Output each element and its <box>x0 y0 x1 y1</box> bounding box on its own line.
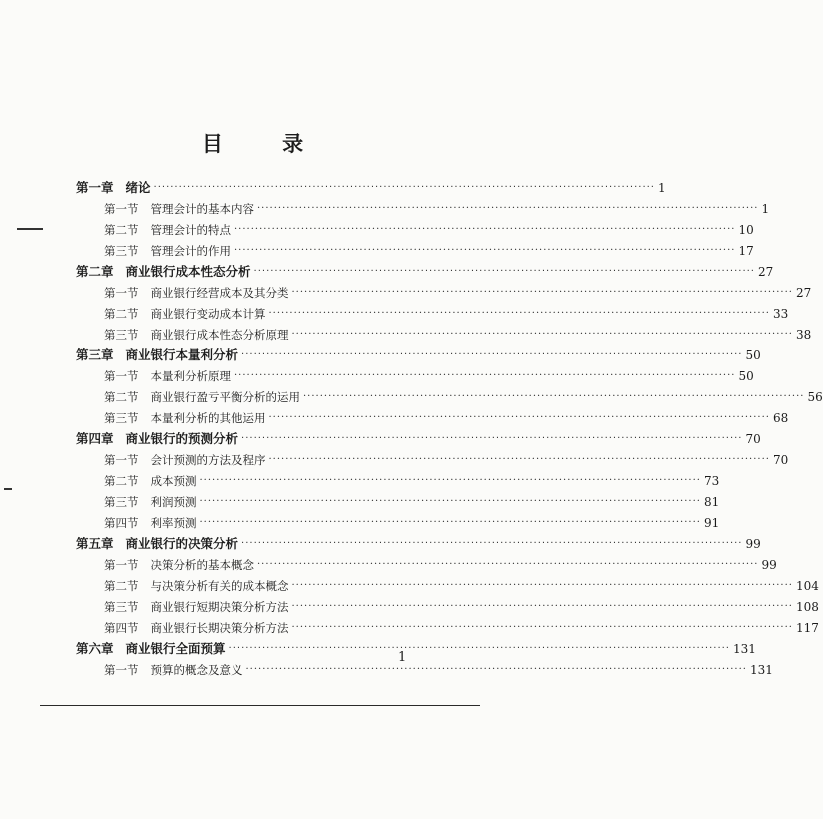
toc-dot-leader: ························································································································ <box>268 454 770 466</box>
toc-entry-title: 商业银行短期决策分析方法 <box>150 599 289 614</box>
toc-section-entry <box>76 300 789 321</box>
toc-dot-leader: ························································································································ <box>291 621 793 633</box>
toc-entry-page: 68 <box>772 411 789 426</box>
toc-entry-page: 50 <box>738 369 754 384</box>
toc-entry-title: 商业银行变动成本计算 <box>150 306 266 321</box>
toc-dot-leader: ························································································································ <box>199 516 701 528</box>
toc-entry-page: 70 <box>772 453 789 468</box>
toc-entry-page: 99 <box>761 557 777 572</box>
toc-entry-number: 第六章 <box>76 640 114 656</box>
toc-entry-number: 第一节 <box>104 369 139 384</box>
toc-entry-title: 商业银行长期决策分析方法 <box>150 620 289 635</box>
toc-chapter-entry <box>76 174 666 195</box>
toc-entry-number: 第一节 <box>104 285 139 300</box>
toc-entry-title: 商业银行成本性态分析原理 <box>150 327 289 342</box>
toc-entry-page: 117 <box>795 620 819 635</box>
toc-entry-number: 第一章 <box>76 179 114 195</box>
toc-entry-title: 商业银行成本性态分析 <box>125 263 251 279</box>
toc-entry-title: 与决策分析有关的成本概念 <box>150 578 289 593</box>
toc-section-entry <box>76 237 754 258</box>
footer-rule <box>40 705 480 706</box>
toc-entry-title: 预算的概念及意义 <box>150 662 243 677</box>
toc-entry-number: 第四节 <box>104 620 139 635</box>
toc-entry-title: 绪论 <box>125 179 151 195</box>
toc-entry-page: 91 <box>703 515 720 530</box>
toc-entry-page: 1 <box>657 180 666 195</box>
toc-entry-page: 17 <box>738 243 754 258</box>
toc-entry-number: 第一节 <box>104 662 139 677</box>
toc-section-entry <box>76 509 720 530</box>
toc-entry-number: 第二节 <box>104 306 139 321</box>
toc-section-entry <box>76 404 789 426</box>
toc-dot-leader: ························································································································ <box>199 475 701 487</box>
toc-entry-number: 第三章 <box>76 347 114 363</box>
toc-entry-title: 本量利分析的其他运用 <box>150 411 266 426</box>
toc-entry-title: 管理会计的基本内容 <box>150 201 254 216</box>
toc-entry-page: 56 <box>807 390 823 405</box>
toc-section-entry <box>76 593 819 614</box>
toc-entry-page: 81 <box>703 495 720 509</box>
toc-dot-leader: ························································································································ <box>241 433 743 445</box>
toc-entry-page: 99 <box>745 536 761 551</box>
toc-dot-leader: ························································································································ <box>241 537 743 549</box>
toc-entry-number: 第三节 <box>104 411 139 426</box>
toc-entry-title: 商业银行本量利分析 <box>125 347 239 363</box>
toc-dot-leader: ························································································································ <box>291 600 793 612</box>
toc-dot-leader: ························································································································ <box>234 223 736 235</box>
toc-entry-page: 50 <box>745 348 761 363</box>
toc-entry-number: 第二章 <box>76 263 114 279</box>
toc-section-entry <box>76 321 812 342</box>
toc-dot-leader: ························································································································ <box>253 265 755 277</box>
toc-entry-title: 决策分析的基本概念 <box>150 557 254 572</box>
toc-dot-leader: ························································································································ <box>234 244 736 256</box>
toc-entry-number: 第二节 <box>104 474 139 489</box>
footer-page-number: 1 <box>398 650 407 665</box>
toc-entry-title: 商业银行经营成本及其分类 <box>150 285 289 300</box>
toc-entry-number: 第一节 <box>104 201 139 216</box>
toc-section-entry <box>76 467 720 489</box>
toc-dot-leader: ························································································································ <box>291 579 793 591</box>
toc-dot-leader: ························································································································ <box>241 349 743 361</box>
toc-entry-number: 第三节 <box>104 327 139 342</box>
toc-entry-number: 第三节 <box>104 599 139 614</box>
toc-entry-number: 第四节 <box>104 515 139 530</box>
toc-entry-number: 第三节 <box>104 243 139 258</box>
toc-section-entry <box>76 195 770 216</box>
toc-entry-title: 会计预测的方法及程序 <box>150 453 266 468</box>
table-of-contents <box>76 174 823 677</box>
toc-entry-page: 1 <box>761 201 770 216</box>
toc-dot-leader: ························································································································ <box>291 328 793 340</box>
toc-section-entry <box>76 383 823 405</box>
page-title: 目 录 <box>201 132 330 156</box>
toc-entry-title: 本量利分析原理 <box>150 369 231 384</box>
toc-entry-page: 70 <box>745 432 761 447</box>
toc-section-entry <box>76 656 773 677</box>
toc-section-entry <box>76 572 819 593</box>
toc-entry-title: 成本预测 <box>150 474 197 489</box>
toc-dot-leader: ························································································································ <box>245 663 747 675</box>
toc-dot-leader: ························································································································ <box>257 558 759 570</box>
toc-entry-title: 商业银行的预测分析 <box>125 431 239 447</box>
toc-entry-number: 第二节 <box>104 222 139 237</box>
toc-dot-leader: ························································································································ <box>268 307 770 319</box>
toc-chapter-entry <box>76 530 761 551</box>
toc-dot-leader: ························································································································ <box>153 181 655 193</box>
toc-entry-number: 第一节 <box>104 453 139 468</box>
toc-section-entry <box>76 614 819 635</box>
toc-dot-leader: ························································································································ <box>268 412 770 424</box>
toc-entry-number: 第二节 <box>104 390 139 405</box>
toc-entry-page: 73 <box>703 474 720 489</box>
toc-entry-number: 第一节 <box>104 557 139 572</box>
toc-entry-title: 商业银行的决策分析 <box>125 535 239 551</box>
toc-section-entry <box>76 362 754 384</box>
toc-entry-number: 第三节 <box>104 495 139 509</box>
scan-mark <box>4 488 12 490</box>
toc-dot-leader: ························································································································ <box>234 370 736 382</box>
toc-dot-leader: ························································································································ <box>228 642 730 654</box>
toc-entry-page: 38 <box>795 327 812 342</box>
toc-entry-title: 管理会计的特点 <box>150 222 231 237</box>
scan-mark <box>17 228 43 230</box>
toc-section-entry <box>76 446 789 468</box>
toc-section-entry <box>76 551 777 572</box>
toc-dot-leader: ························································································································ <box>257 202 759 214</box>
toc-entry-page: 33 <box>772 306 789 321</box>
toc-entry-page: 27 <box>757 264 774 279</box>
toc-section-entry <box>76 488 720 509</box>
toc-entry-number: 第五章 <box>76 535 114 551</box>
toc-entry-page: 10 <box>738 222 754 237</box>
toc-entry-number: 第四章 <box>76 431 114 447</box>
toc-section-entry <box>76 279 812 300</box>
toc-entry-title: 商业银行盈亏平衡分析的运用 <box>150 390 300 405</box>
toc-chapter-entry <box>76 425 761 447</box>
toc-section-entry <box>76 216 754 237</box>
toc-entry-number: 第二节 <box>104 578 139 593</box>
toc-dot-leader: ························································································································ <box>303 391 805 403</box>
toc-entry-page: 27 <box>795 285 812 300</box>
toc-entry-page: 131 <box>732 641 756 656</box>
toc-entry-title: 商业银行全面预算 <box>125 640 226 656</box>
toc-chapter-entry <box>76 635 756 656</box>
toc-entry-title: 利率预测 <box>150 515 197 530</box>
toc-entry-page: 108 <box>795 599 819 614</box>
toc-chapter-entry <box>76 258 774 279</box>
toc-entry-page: 131 <box>749 662 773 677</box>
toc-entry-page: 104 <box>795 578 819 593</box>
toc-chapter-entry <box>76 342 761 363</box>
toc-entry-title: 利润预测 <box>150 495 197 509</box>
toc-dot-leader: ························································································································ <box>291 286 793 298</box>
toc-entry-title: 管理会计的作用 <box>150 243 231 258</box>
toc-dot-leader: ························································································································ <box>199 496 701 507</box>
